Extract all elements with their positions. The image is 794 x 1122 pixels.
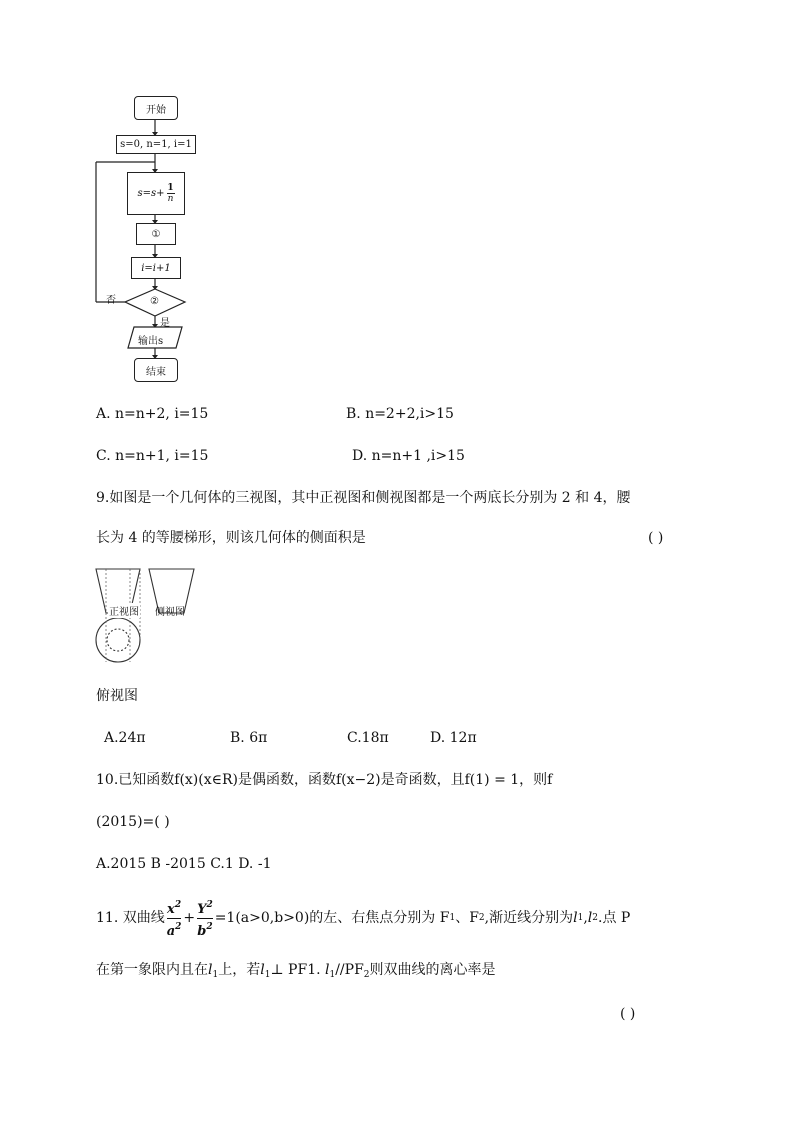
q9-option-b: B. 6π [230,730,268,746]
q11-prefix: 11. 双曲线 [96,910,165,926]
q10-options: A.2015 B -2015 C.1 D. -1 [96,856,272,872]
q8-option-a: A. n=n+2, i=15 [96,406,209,422]
q9-stem-line1: 9.如图是一个几何体的三视图，其中正视图和侧视图都是一个两底长分别为 2 和 4，腰 [96,490,631,506]
q11-stem-line2: 在第一象限内且在$l_1$上，若$l_1\perp$ PF1. $l_1//PF_2$则双曲线的离心率是 [96,962,496,980]
q8-option-b: B. n=2+2,i>15 [346,406,454,422]
flowchart-yes-label: 是 [160,318,170,329]
q9-option-d: D. 12π [430,730,477,746]
q8-option-d: D. n=n+1 ,i>15 [352,448,465,464]
q11-answer-paren: ( ) [620,1006,636,1022]
q10-stem-line1: 10.已知函数f(x)(x∈R)是偶函数，函数f(x−2)是奇函数，且f(1) = 1，则f [96,772,553,788]
q11-y-fraction: $\frac{Y^2}{b^2}$ [197,899,213,939]
top-view-label: 俯视图 [96,688,138,704]
q9-option-a: A.24π [104,730,146,746]
q9-answer-paren: ( ) [648,530,664,546]
q8-option-c: C. n=n+1, i=15 [96,448,209,464]
flowchart-condition: ② [150,296,159,307]
q11-stem-line1: 11. 双曲线 $\frac{x^2}{a^2}$ + $\frac{Y^2}{b^2}$ =1(a>0,b>0)的左、右焦点分别为 F 1 、F 2 ,渐近线分别为 l 1 , l 2 .点 P [96,896,630,940]
flowchart-sum: s=s+ 1 n [127,172,185,215]
q10-stem-line2: (2015)=( ) [96,814,170,830]
flowchart-step1: ① [136,223,176,245]
flowchart-increment: i=i+1 [131,257,181,279]
flowchart-start: 开始 [134,96,178,120]
flowchart-init: s=0, n=1, i=1 [116,135,196,154]
q9-option-c: C.18π [347,730,389,746]
front-view-label: 正视图 [108,603,140,618]
side-view-label: 侧视图 [155,607,185,618]
flowchart-no-label: 否 [106,295,116,306]
flowchart-output: 输出s [138,336,164,347]
q9-stem-line2: 长为 4 的等腰梯形，则该几何体的侧面积是 [96,530,366,546]
flowchart-end: 结束 [134,358,178,382]
q11-x-fraction: $\frac{x^2}{a^2}$ [166,899,182,939]
